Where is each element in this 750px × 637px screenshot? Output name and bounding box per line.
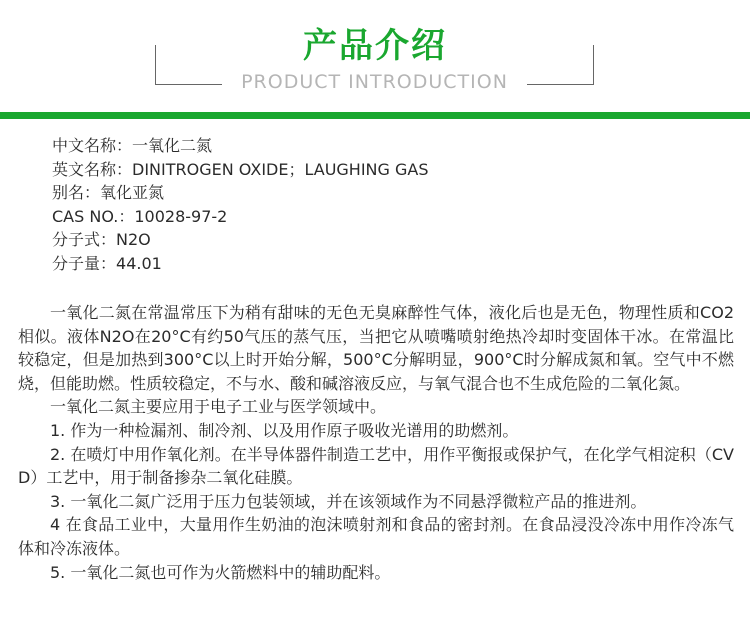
application-item: 2. 在喷灯中用作氧化剂。在半导体器件制造工艺中，用作平衡报或保护气，在化学气相淀积（CVD）工艺中，用于制备掺杂二氧化硅膜。 [18,444,734,488]
title-cn-wrap [285,26,465,66]
application-item: 5. 一氧化二氮也可作为火箭燃料中的辅助配料。 [50,562,391,582]
applications-intro: 一氧化二氮主要应用于电子工业与医学领域中。 [50,397,387,417]
property-label: CAS NO.： [52,206,135,226]
product-description [18,301,734,584]
property-label: 别名： [52,183,101,202]
application-item: 4 在食品工业中，大量用作生奶油的泡沫喷射剂和食品的密封剂。在食品浸没冷冻中用作冷冻气体和冷冻液体。 [18,515,734,558]
subtitle-wrap [222,69,527,95]
property-value: 一氧化二氮 [132,136,213,155]
property-formula [52,228,732,252]
property-alias [52,181,732,205]
property-label: 英文名称： [52,159,133,179]
property-english-name [52,158,732,182]
page-title: 产品介绍 [303,26,447,66]
property-value: 10028-97-2 [134,206,228,226]
page-subtitle: PRODUCT INTRODUCTION [241,71,508,93]
property-label: 分子量： [52,253,117,273]
property-value: DINITROGEN OXIDE；LAUGHING GAS [132,159,429,179]
application-item: 1. 作为一种检漏剂、制冷剂、以及用作原子吸收光谱用的助燃剂。 [50,420,519,440]
header-divider [0,112,750,119]
property-cas-no [52,205,732,229]
application-item: 3. 一氧化二氮广泛用于压力包装领域，并在该领域作为不同悬浮微粒产品的推进剂。 [50,491,647,511]
property-value: 氧化亚氮 [100,183,165,202]
description-paragraph: 一氧化二氮在常温常压下为稍有甜味的无色无臭麻醉性气体，液化后也是无色，物理性质和CO2相似。液体N2O在20°C有约50气压的蒸气压，当把它从喷嘴喷射绝热冷却时变固体干冰。在常温比较稳定，但是加热到300°C以上时开始分解，500°C分解明显，900°C时分解成氮和氧。空气中不燃烧，但能助燃。性质较稳定，不与水、酸和碱溶液反应，与氧气混合也不生成危险的二氧化氮。 [18,303,734,393]
property-value: 44.01 [116,253,162,273]
property-molecular-weight [52,252,732,276]
property-label: 分子式： [52,230,117,249]
property-label: 中文名称： [52,136,133,155]
property-value: N2O [116,230,151,249]
product-properties [52,134,732,275]
section-header [0,0,750,120]
property-chinese-name [52,134,732,158]
